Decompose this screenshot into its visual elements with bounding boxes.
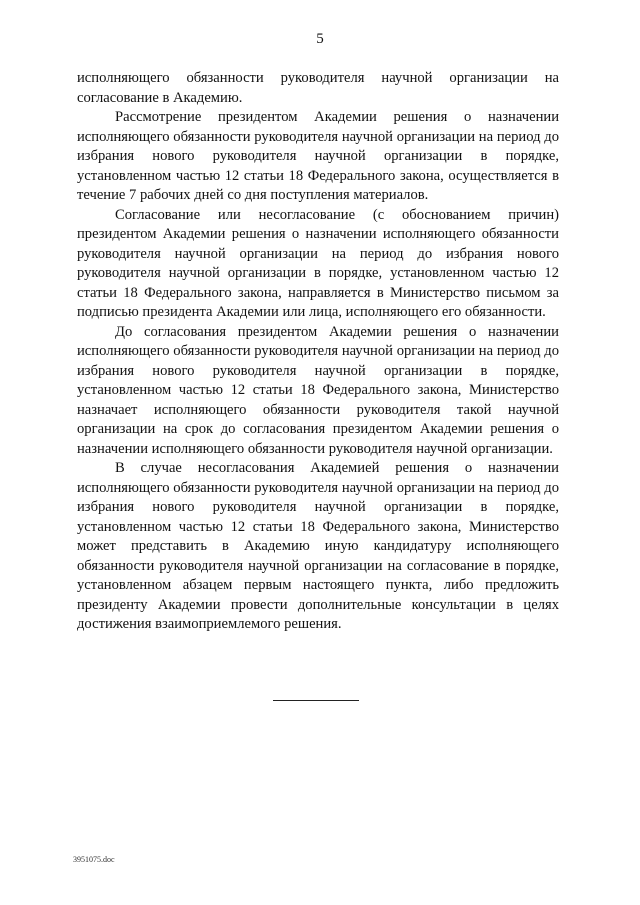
document-body — [77, 69, 559, 635]
page-number: 5 — [316, 31, 324, 47]
paragraph-approval-notice: Согласование или несогласование (с обоснованием причин) президентом Академии решения о назначении исполняющего обязанности руководителя научной организации на период до избрания нового руководителя научной организации в порядке, установленном частью 12 статьи 18 Федерального закона, направляется в Министерство письмом за подписью президента Академии или лица, исполняющего его обязанности. — [77, 206, 559, 320]
footer-file-reference: 3951075.doc — [73, 855, 115, 864]
end-separator-line — [273, 700, 359, 701]
paragraph-review-period: Рассмотрение президентом Академии решения о назначении исполняющего обязанности руководителя научной организации на период до избрания нового руководителя научной организации в порядке, установленном частью 12 статьи 18 Федерального закона, осуществляется в течение 7 рабочих дней со дня поступления материалов. — [77, 109, 559, 203]
paragraph-continuation: исполняющего обязанности руководителя научной организации на согласование в Академию. — [77, 70, 559, 106]
paragraph-interim-appointment: До согласования президентом Академии решения о назначении исполняющего обязанности руководителя научной организации на период до избрания нового руководителя научной организации в порядке, установленном частью 12 статьи 18 Федерального закона, Министерство назначает исполняющего обязанности руководителя такой научной организации на срок до согласования президентом Академии решения о назначении исполняющего обязанности руководителя научной организации. — [77, 323, 559, 457]
paragraph-disapproval-case: В случае несогласования Академией решения о назначении исполняющего обязанности руководителя научной организации на период до избрания нового руководителя научной организации в порядке, установленном частью 12 статьи 18 Федерального закона, Министерство может представить в Академию иную кандидатуру исполняющего обязанности руководителя научной организации на согласование в порядке, установленном абзацем первым настоящего пункта, либо предложить президенту Академии провести дополнительные консультации в целях достижения взаимоприемлемого решения. — [77, 460, 559, 632]
